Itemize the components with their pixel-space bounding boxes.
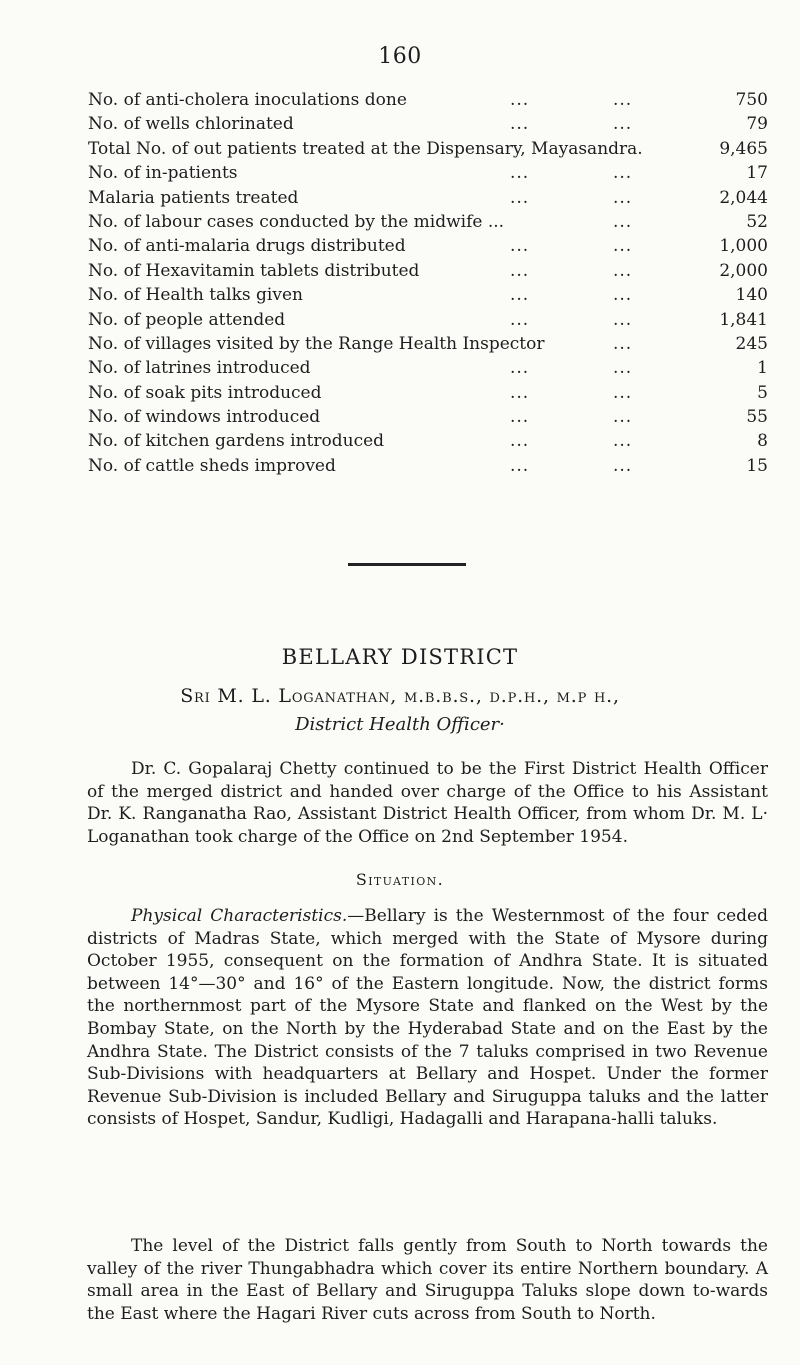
section-heading: Situation. <box>355 870 445 889</box>
stat-row <box>88 137 768 161</box>
stat-label: Malaria patients treated <box>88 187 299 208</box>
leader-dots: ... <box>613 358 633 379</box>
stat-row <box>88 186 768 210</box>
page-number: 160 <box>378 44 422 69</box>
leader-dots: ... <box>613 333 633 354</box>
leader-dots: ... <box>613 431 633 452</box>
stat-value: 17 <box>746 163 768 184</box>
stat-row <box>88 234 768 258</box>
stat-label: No. of Hexavitamin tablets distributed <box>88 260 420 281</box>
leader-dots: ... <box>510 114 530 135</box>
leader-dots: ... <box>510 455 530 476</box>
district-heading: BELLARY DISTRICT <box>281 645 519 669</box>
stat-value: 8 <box>757 431 768 452</box>
paragraph-handover: Dr. C. Gopalaraj Chetty continued to be the First District Health Officer of the merged district and handed over charge of the Office to his Assistant Dr. K. Ranganatha Rao, Assistant District Health Officer, from whom Dr. M. L· Loganathan took charge of the Office on 2nd September 1954. <box>87 759 768 847</box>
stat-row <box>88 332 768 356</box>
stat-value: 15 <box>746 455 768 476</box>
stat-label: No. of anti-malaria drugs distributed <box>88 236 406 257</box>
leader-dots: ... <box>613 163 633 184</box>
leader-dots: ... <box>613 455 633 476</box>
stat-row <box>88 112 768 136</box>
officer-title: District Health Officer· <box>295 714 505 735</box>
paragraph-physical-characteristics <box>87 905 768 1131</box>
leader-dots: ... <box>510 260 530 281</box>
stat-value: 2,000 <box>719 260 768 281</box>
paragraph-body: —Bellary is the Westernmost of the four ceded districts of Madras State, which merged with the State of Mysore during October 1955, consequent on the formation of Andhra State. It is situated between 14°—30° and 16° of the Eastern longitude. Now, the district forms the northernmost part of the Mysore State and flanked on the West by the Bombay State, on the North by the Hyderabad State and on the East by the Andhra State. The District consists of the 7 taluks comprised in two Revenue Sub-Divisions with headquarters at Bellary and Hospet. Under the former Revenue Sub-Division is included Bellary and Siruguppa taluks and the latter consists of Hospet, Sandur, Kudligi, Hadagalli and Harapana-halli taluks. <box>87 906 768 1130</box>
stat-row <box>88 405 768 429</box>
officer-name: Sri M. L. Loganathan, m.b.b.s., d.p.h., m.p h., <box>180 685 620 707</box>
stat-value: 55 <box>746 407 768 428</box>
paragraph-lead: Physical Characteristics. <box>131 906 348 926</box>
leader-dots: ... <box>613 211 633 232</box>
stat-value: 2,044 <box>719 187 768 208</box>
stat-label: No. of soak pits introduced <box>88 382 322 403</box>
stat-value: 1 <box>757 358 768 379</box>
section-divider <box>348 563 466 566</box>
stat-row <box>88 259 768 283</box>
leader-dots: ... <box>613 309 633 330</box>
stat-label: No. of Health talks given <box>88 285 303 306</box>
stat-value: 750 <box>735 90 768 110</box>
stat-row <box>88 210 768 234</box>
stat-value: 79 <box>746 114 768 135</box>
stat-value: 140 <box>735 285 768 306</box>
stat-label: No. of cattle sheds improved <box>88 455 336 476</box>
paragraph-district-level: The level of the District falls gently from South to North towards the valley of the river Thungabhadra which cover its entire Northern boundary. A small area in the East of Bellary and Siruguppa Taluks slope down to-wards the East where the Hagari River cuts across from South to North. <box>87 1236 768 1324</box>
leader-dots: ... <box>613 114 633 135</box>
stat-row <box>88 283 768 307</box>
leader-dots: ... <box>613 407 633 428</box>
leader-dots: ... <box>510 431 530 452</box>
stat-row <box>88 454 768 478</box>
stat-row <box>88 381 768 405</box>
leader-dots: ... <box>510 163 530 184</box>
leader-dots: ... <box>510 236 530 257</box>
leader-dots: ... <box>613 236 633 257</box>
stat-value: 52 <box>746 211 768 232</box>
stat-label: No. of kitchen gardens introduced <box>88 431 385 452</box>
stat-label: No. of labour cases conducted by the midwife ... <box>88 211 505 232</box>
leader-dots: ... <box>613 260 633 281</box>
leader-dots: ... <box>510 187 530 208</box>
stat-row <box>88 161 768 185</box>
stat-label: No. of latrines introduced <box>88 358 311 379</box>
stat-value: 245 <box>735 333 768 354</box>
stat-label: No. of windows introduced <box>88 407 321 428</box>
leader-dots: ... <box>613 382 633 403</box>
stat-value: 1,841 <box>719 309 768 330</box>
statistics-list <box>88 88 768 478</box>
stat-row <box>88 356 768 380</box>
stat-label: No. of in-patients <box>88 163 238 184</box>
leader-dots: ... <box>510 382 530 403</box>
stat-label: No. of wells chlorinated <box>88 114 294 135</box>
stat-row <box>88 88 768 112</box>
leader-dots: ... <box>510 90 530 110</box>
stat-value: 5 <box>757 382 768 403</box>
leader-dots: ... <box>510 285 530 306</box>
stat-label: No. of villages visited by the Range Health Inspector <box>88 333 545 354</box>
leader-dots: ... <box>613 285 633 306</box>
leader-dots: ... <box>510 309 530 330</box>
leader-dots: ... <box>613 187 633 208</box>
stat-label: No. of people attended <box>88 309 286 330</box>
stat-label: No. of anti-cholera inoculations done <box>88 90 407 110</box>
leader-dots: ... <box>510 407 530 428</box>
stat-row <box>88 308 768 332</box>
leader-dots: ... <box>613 90 633 110</box>
stat-row <box>88 429 768 453</box>
stat-value: 9,465 <box>719 138 768 159</box>
leader-dots: ... <box>510 358 530 379</box>
stat-label: Total No. of out patients treated at the Dispensary, Mayasandra. <box>88 138 643 159</box>
stat-value: 1,000 <box>719 236 768 257</box>
